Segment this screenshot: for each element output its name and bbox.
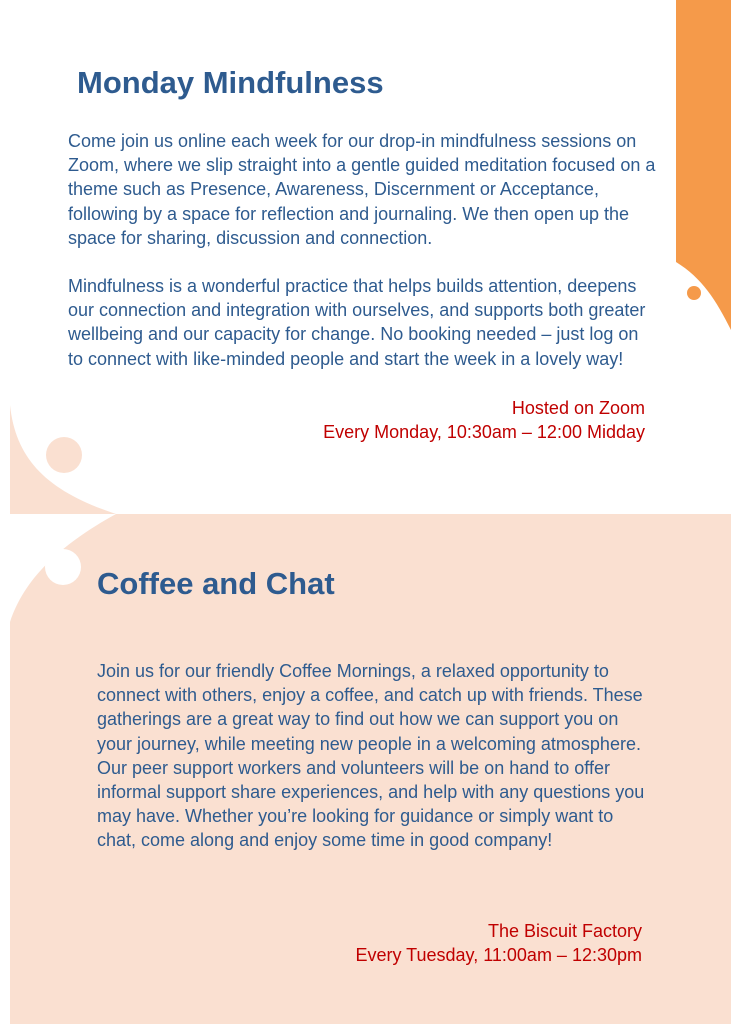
event-title: Coffee and Chat bbox=[97, 566, 335, 601]
peach-figure-head-shape bbox=[46, 437, 82, 473]
event-schedule: Every Monday, 10:30am – 12:00 Midday bbox=[323, 422, 645, 443]
event-details bbox=[356, 919, 643, 967]
event-title: Monday Mindfulness bbox=[77, 65, 384, 100]
event-location: The Biscuit Factory bbox=[487, 921, 642, 941]
event-description: Mindfulness is a wonderful practice that helps builds attention, deepens our connection and integration with ourselves, and supports both greater wellbeing and our capacity for change. No booking needed – just log on to connect with like-minded people and start the week in a lovely way! bbox=[68, 276, 646, 369]
white-figure-head-shape bbox=[45, 549, 81, 585]
event-description: Join us for our friendly Coffee Mornings, a relaxed opportunity to connect with others, enjoy a coffee, and catch up with friends. These gatherings are a great way to find out how we can support you on your journey, while meeting new people in a welcoming atmosphere. Our peer support workers and volunteers will be on hand to offer informal support share experiences, and help with any questions you may have. Whether you’re looking for guidance or simply want to chat, come along and enjoy some time in good company! bbox=[97, 661, 645, 851]
event-details bbox=[323, 396, 645, 444]
event-location: Hosted on Zoom bbox=[511, 398, 645, 418]
orange-corner-shape bbox=[676, 0, 731, 330]
event-schedule: Every Tuesday, 11:00am – 12:30pm bbox=[355, 945, 642, 966]
orange-dot-shape bbox=[687, 286, 701, 300]
event-description: Come join us online each week for our drop-in mindfulness sessions on Zoom, where we slip straight into a gentle guided meditation focused on a theme such as Presence, Awareness, Discernment or Acceptance, following by a space for reflection and journaling. We then open up the space for sharing, discussion and connection. bbox=[68, 131, 656, 248]
